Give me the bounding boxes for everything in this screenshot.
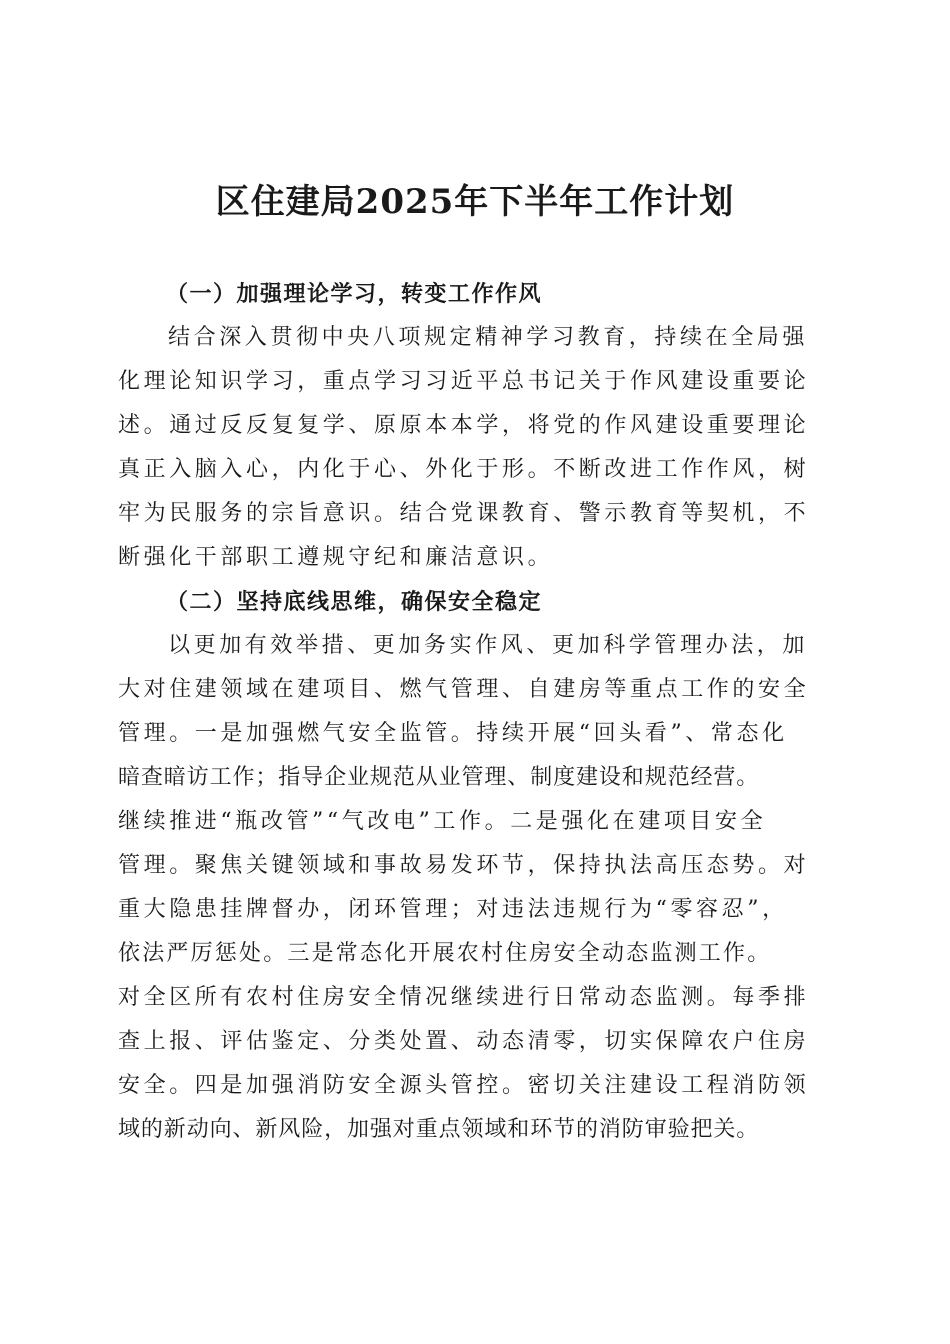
paragraph-line: 结合深入贯彻中央八项规定精神学习教育，持续在全局强 bbox=[168, 325, 809, 350]
section-paragraph-2 bbox=[118, 624, 838, 1152]
document-body bbox=[118, 272, 838, 1152]
paragraph-line: 域的新动向、新风险，加强对重点领域和环节的消防审验把关。 bbox=[118, 1117, 760, 1142]
paragraph-line: 牢为民服务的宗旨意识。结合党课教育、警示教育等契机，不 bbox=[118, 501, 810, 526]
paragraph-line: 断强化干部职工遵规守纪和廉洁意识。 bbox=[118, 545, 554, 570]
paragraph-line: 暗查暗访工作；指导企业规范从业管理、制度建设和规范经营。 bbox=[118, 765, 760, 790]
paragraph-line: 重大隐患挂牌督办，闭环管理；对违法违规行为“零容忍”， bbox=[118, 897, 788, 922]
paragraph-line: 管理。一是加强燃气安全监管。持续开展“回头看”、常态化 bbox=[118, 721, 788, 746]
section-heading-1: （一）加强理论学习，转变工作作风 bbox=[166, 281, 543, 307]
paragraph-line: 查上报、评估鉴定、分类处置、动态清零，切实保障农户住房 bbox=[118, 1029, 810, 1054]
paragraph-line: 继续推进“瓶改管”“气改电”工作。二是强化在建项目安全 bbox=[118, 809, 767, 834]
paragraph-line: 真正入脑入心，内化于心、外化于形。不断改进工作作风，树 bbox=[118, 457, 810, 482]
section-heading-2: （二）坚持底线思维，确保安全稳定 bbox=[166, 589, 543, 615]
section-paragraph-1 bbox=[118, 316, 838, 580]
paragraph-line: 述。通过反反复复学、原原本本学，将党的作风建设重要理论 bbox=[118, 413, 810, 438]
paragraph-line: 以更加有效举措、更加务实作风、更加科学管理办法，加 bbox=[168, 633, 809, 658]
paragraph-line: 管理。聚焦关键领域和事故易发环节，保持执法高压态势。对 bbox=[118, 853, 810, 878]
paragraph-line: 大对住建领域在建项目、燃气管理、自建房等重点工作的安全 bbox=[118, 677, 810, 702]
paragraph-line: 对全区所有农村住房安全情况继续进行日常动态监测。每季排 bbox=[118, 985, 810, 1010]
paragraph-line: 安全。四是加强消防安全源头管控。密切关注建设工程消防领 bbox=[118, 1073, 810, 1098]
document-title: 区住建局2025年下半年工作计划 bbox=[215, 182, 735, 222]
paragraph-line: 化理论知识学习，重点学习习近平总书记关于作风建设重要论 bbox=[118, 369, 810, 394]
paragraph-line: 依法严厉惩处。三是常态化开展农村住房安全动态监测工作。 bbox=[118, 941, 772, 966]
